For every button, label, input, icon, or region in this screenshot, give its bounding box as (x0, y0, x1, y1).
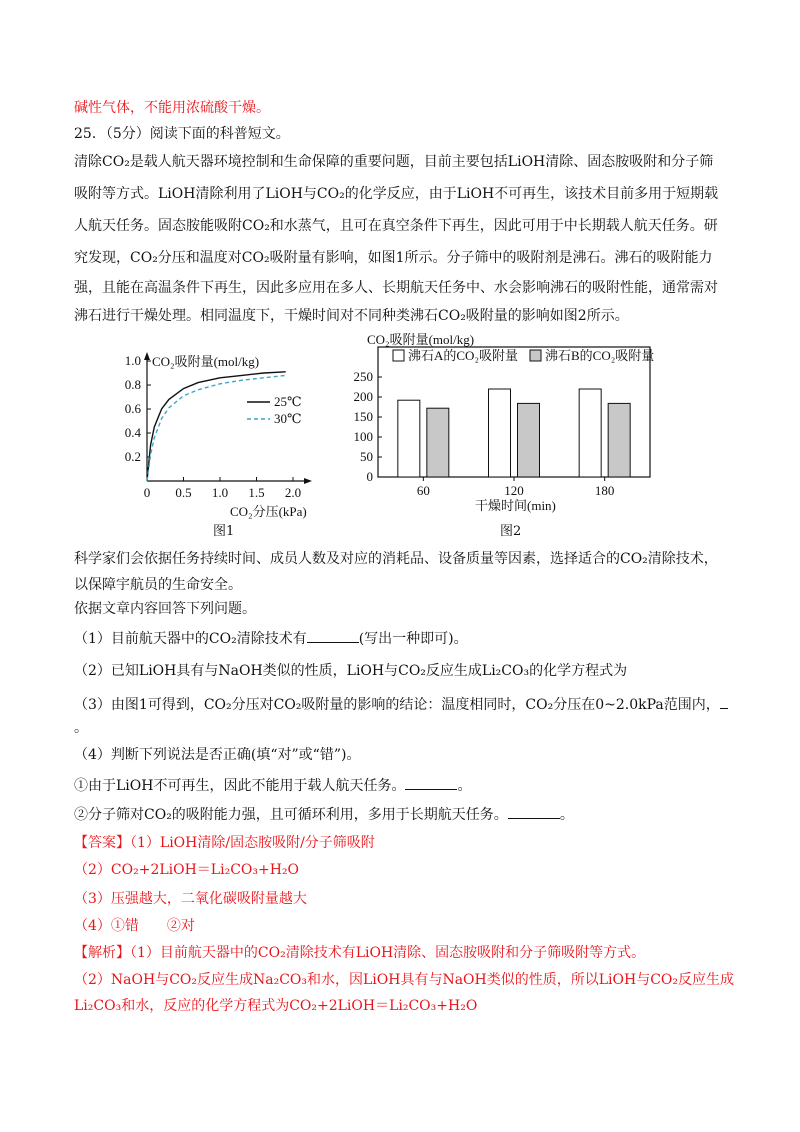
explanation-2b: Li₂CO₃和水，反应的化学方程式为CO₂+2LiOH＝Li₂CO₃+H₂O (74, 998, 478, 1014)
paragraph-line-4: 究发现，CO₂分压和温度对CO₂吸附量有影响，如图1所示。分子筛中的吸附剂是沸石。沸石的吸附能力 (74, 250, 713, 266)
question-4-1-text: ①由于LiOH不可再生，因此不能用于载人航天任务。 (74, 778, 406, 794)
question-1-text: （1）目前航天器中的CO₂清除技术有 (74, 631, 307, 647)
question-2: （2）已知LiOH具有与NaOH类似的性质，LiOH与CO₂反应生成Li₂CO₃的化学方程式为 (74, 663, 628, 679)
question-4-2-period: 。 (559, 807, 574, 823)
fig1-xtick-label: 2.0 (284, 485, 302, 500)
fig2-bar-b (518, 403, 540, 477)
fig2-xtick-label: 120 (504, 483, 524, 498)
fig1-xtick-label: 1.0 (211, 485, 229, 500)
fig1-xtick-label: 0 (143, 485, 151, 500)
explanation-label: 【解析】 (74, 945, 130, 961)
fig1-x-arrow (304, 478, 312, 484)
after-figure-line-2: 以保障宇航员的生命安全。 (74, 577, 242, 593)
answer-2: （2）CO₂+2LiOH＝Li₂CO₃+H₂O (74, 862, 300, 878)
figure-2-caption: 图2 (500, 524, 522, 539)
fig1-ytick-label: 0.2 (124, 449, 141, 464)
fig2-legend-swatch (393, 350, 404, 361)
fig2-ytick-label: 200 (353, 389, 373, 404)
fig2-bar-a (579, 389, 601, 477)
fig2-xtick-label: 180 (594, 483, 615, 498)
fig2-legend-label: 沸石A的CO₂吸附量 (408, 348, 518, 363)
prev-answer-line: 碱性气体，不能用浓硫酸干燥。 (74, 100, 270, 116)
answer-line-1 (74, 833, 375, 853)
paragraph-line-3: 人航天任务。固态胺能吸附CO₂和水蒸气，且可在真空条件下再生，因此可用于中长期载人航天任务。研 (74, 218, 718, 234)
fig2-bar-a (489, 389, 511, 477)
fig1-series-line-1 (147, 372, 286, 481)
paragraph-line-1: 清除CO₂是载人航天器环境控制和生命保障的重要问题，目前主要包括LiOH清除、固态胺吸附和分子筛 (74, 154, 714, 170)
explanation-2a: （2）NaOH与CO₂反应生成Na₂CO₃和水，因LiOH具有与NaOH类似的性质，所以LiOH与CO₂反应生成 (74, 972, 735, 988)
answer-label: 【答案】 (74, 835, 130, 851)
question-4-1-period: 。 (457, 778, 472, 794)
fig1-ytick-label: 0.4 (124, 425, 141, 440)
fig2-legend-swatch (530, 350, 541, 361)
fig2-ytick-label: 100 (353, 429, 373, 444)
fig2-ytick-label: 250 (353, 369, 373, 384)
question-1 (74, 628, 468, 649)
fig2-ytick-label: 150 (353, 409, 373, 424)
question-4-1 (74, 775, 471, 796)
question-1-hint: (写出一种即可)。 (358, 631, 468, 647)
paragraph-line-2: 吸附等方式。LiOH清除利用了LiOH与CO₂的化学反应，由于LiOH不可再生，该技术目前多用于短期载 (74, 186, 719, 202)
question-25-heading: 25．（5分）阅读下面的科普短文。 (74, 126, 290, 142)
fig1-ytick-label: 0.6 (124, 401, 141, 416)
fig2-legend-label: 沸石B的CO₂吸附量 (545, 348, 655, 363)
question-4-2-text: ②分子筛对CO₂的吸附能力强，且可循环利用，多用于长期航天任务。 (74, 807, 508, 823)
fig1-ytick-label: 1.0 (124, 353, 141, 368)
question-3-blank[interactable] (720, 694, 728, 709)
figure-1-caption: 图1 (213, 524, 235, 539)
question-4-1-blank[interactable] (405, 775, 457, 790)
after-figure-line-1: 科学家们会依据任务持续时间、成员人数及对应的消耗品、设备质量等因素，选择适合的CO₂清除技术， (74, 551, 718, 567)
fig2-bar-b (427, 408, 449, 477)
paragraph-line-5: 强，且能在高温条件下再生，因此多应用在多人、长期航天任务中、水会影响沸石的吸附性能，通常需对 (74, 280, 718, 296)
question-1-blank[interactable] (307, 628, 359, 643)
question-4-2 (74, 804, 574, 825)
fig1-ytick-label: 0.8 (124, 377, 141, 392)
fig2-xlabel: 干燥时间(min) (475, 498, 556, 513)
after-figure-line-3: 依据文章内容回答下列问题。 (74, 601, 256, 617)
fig1-y-arrow (144, 352, 150, 360)
fig2-ytick-label: 0 (366, 469, 373, 484)
fig1-ylabel: CO₂吸附量(mol/kg) (152, 354, 260, 369)
question-3-text: （3）由图1可得到，CO₂分压对CO₂吸附量的影响的结论：温度相同时，CO₂分压在0~2.0kPa范围内， (74, 697, 720, 713)
fig2-ytick-label: 50 (360, 449, 373, 464)
answer-4: （4）①错 ②对 (74, 918, 195, 934)
fig1-legend-label: 30℃ (274, 411, 302, 426)
fig2-ylabel: CO₂吸附量(mol/kg) (367, 332, 475, 347)
question-3-end: 。 (74, 720, 88, 736)
question-3 (74, 694, 728, 715)
fig1-xtick-label: 1.5 (248, 485, 265, 500)
explanation-1: （1）目前航天器中的CO₂清除技术有LiOH清除、固态胺吸附和分子筛吸附等方式。 (130, 945, 646, 961)
figure-1-chart (110, 340, 330, 520)
answer-3: （3）压强越大，二氧化碳吸附量越大 (74, 891, 307, 907)
explanation-line-1 (74, 943, 645, 963)
answer-1: （1）LiOH清除/固态胺吸附/分子筛吸附 (130, 835, 375, 851)
fig1-xlabel: CO₂分压(kPa) (230, 504, 307, 519)
fig1-xtick-label: 0.5 (175, 485, 192, 500)
fig2-bar-a (398, 400, 420, 477)
question-4-2-blank[interactable] (508, 804, 560, 819)
question-4: （4）判断下列说法是否正确(填“对”或“错”)。 (74, 747, 361, 763)
fig2-xtick-label: 60 (416, 483, 430, 498)
figure-2-chart (345, 330, 680, 515)
fig1-series-line-2 (147, 375, 286, 481)
fig2-bar-b (608, 403, 630, 477)
paragraph-line-6: 沸石进行干燥处理。相同温度下，干燥时间对不同种类沸石CO₂吸附量的影响如图2所示。 (74, 308, 629, 324)
fig1-legend-label: 25℃ (274, 394, 302, 409)
